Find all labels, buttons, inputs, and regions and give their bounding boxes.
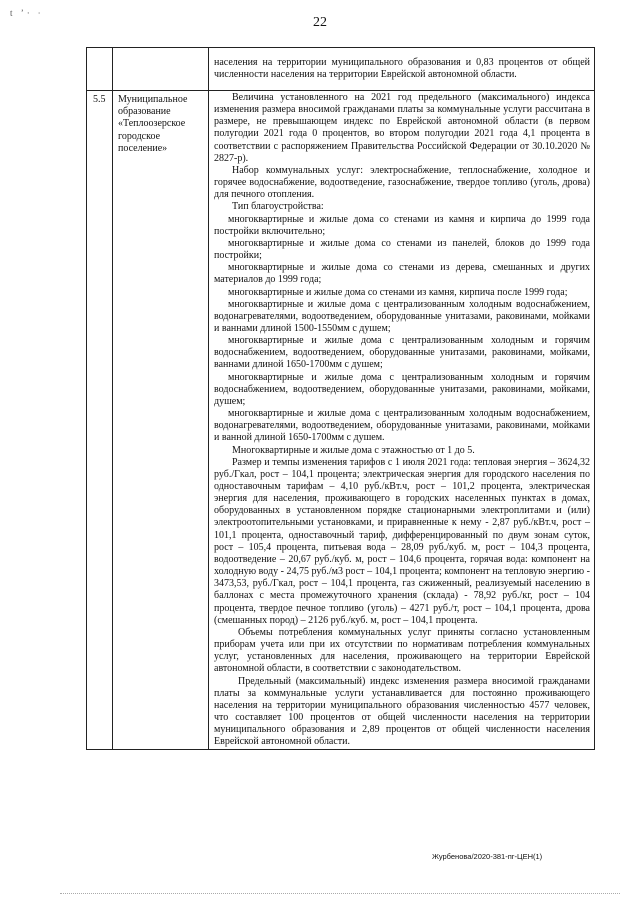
tariff-table — [86, 47, 595, 750]
paragraph: Тип благоустройства: — [232, 201, 324, 213]
paragraph: многоквартирные и жилые дома с централизованным холодным водоснабжением, водонагревателями, водоотведением, оборудованные унитазами, раковинами, мойками и ванной длиной 1650-1700мм с душем. — [214, 408, 590, 444]
paragraph: многоквартирные и жилые дома с централизованным холодным водоснабжением, водонагревателями, водоотведением, оборудованные унитазами, раковинами, мойками и ваннами длиной 1500-1550мм с душем; — [214, 298, 590, 334]
page-number: 22 — [313, 15, 327, 30]
municipality-name: Муниципальное образование «Теплоозерское городское поселение» — [113, 91, 209, 750]
paragraph: многоквартирные и жилые дома со стенами из камня и кирпича до 1999 года постройки включительно; — [214, 213, 590, 237]
bottom-scan-line — [60, 893, 620, 894]
continuation-cell — [209, 48, 595, 91]
paragraph: Набор коммунальных услуг: электроснабжение, теплоснабжение, холодное и горячее водоснабжение, водоотведение, газоснабжение, твердое топливо (уголь, дрова) для печного отопления. — [214, 164, 590, 201]
paragraph: Многоквартирные и жилые дома с этажностью от 1 до 5. — [232, 444, 475, 456]
row-number: 5.5 — [87, 91, 113, 750]
empty-number-cell — [87, 48, 113, 91]
description-paragraphs — [214, 92, 590, 748]
paragraph: Величина установленного на 2021 год предельного (максимального) индекса изменения размера вносимой гражданами платы за коммунальные услуги рассчитана в размере, не превышающем индекс по Еврейской автономной области (в первом полугодии 2021 года 0 процентов, во втором полугодии 2021 года 4,1 процента в соответствии с распоряжением Правительства Российской Федерации от 30.10.2020 № 2827-р). — [214, 92, 590, 164]
paragraph: Объемы потребления коммунальных услуг приняты согласно установленным приборам учета или при их отсутствии по нормативам потребления коммунальных услуг, установленных для населения, проживающего на территории Еврейской автономной области, в соответствии с законодательством. — [214, 626, 590, 675]
paragraph: Предельный (максимальный) индекс изменения размера вносимой гражданами платы за коммунальные услуги устанавливается для постоянно проживающего населения на территории муниципального образования численностью 4577 человек, что составляет 100 процентов от общей численности населения на территории муниципального образования и 2,89 процентов от общей численности населения Еврейской автономной области. — [214, 675, 590, 748]
scan-artifact-mark: t ’· ∙ — [10, 8, 44, 18]
paragraph: Размер и темпы изменения тарифов с 1 июля 2021 года: тепловая энергия – 3624,32 руб./Гкал, рост – 104,1 процента; электрическая энергия для городского населения по одноставочным тарифам – 4,10 руб./кВт.ч, рост – 101,2 процента, электрическая энергия для населения, проживающего в городских населенных пунктах в домах, оборудованных в установленном порядке стационарными электроплитами и (или) электроотопительными установками, и приравненные к нему - 2,87 руб./кВт.ч, рост – 101,1 процента, одноставочный тариф, дифференцированный по двум зонам суток, рост – 105,4 процента, питьевая вода – 28,09 руб./куб. м, рост – 104,3 процента, водоотведение – 20,67 руб./куб. м, рост – 104,6 процента, горячая вода: компонент на холодную воду - 24,75 руб./м3 рост – 104,1 процента; компонент на тепловую энергию - 3473,53, руб./Гкал, рост – 104,1 процента, газ сжиженный, реализуемый населению в баллонах с места промежуточного хранения (склада) - 78,92 руб./кг, рост – 104 процента, твердое печное топливо (уголь) – 4271 руб./т, рост – 104,1 процента, дрова (смешанных пород) – 2126 руб./куб. м, рост – 104,1 процента. — [214, 456, 590, 626]
document-code: Журбенова/2020-381-пг-ЦЕН(1) — [432, 852, 543, 861]
table-row-continuation — [87, 48, 595, 91]
paragraph: многоквартирные и жилые дома со стенами из камня, кирпича после 1999 года; — [228, 286, 568, 298]
empty-name-cell — [113, 48, 209, 91]
paragraph: многоквартирные и жилые дома со стенами из панелей, блоков до 1999 года постройки; — [214, 237, 590, 262]
paragraph: многоквартирные и жилые дома со стенами из дерева, смешанных и других материалов до 1999 года; — [214, 262, 590, 286]
row-description — [209, 91, 595, 750]
paragraph: многоквартирные и жилые дома с централизованным холодным и горячим водоснабжением, водоотведением, оборудованные унитазами, раковинами, мойками, ваннами длиной 1650-1700мм с душем; — [214, 335, 590, 371]
paragraph: многоквартирные и жилые дома с централизованным холодным и горячим водоснабжением, водоотведением, оборудованные унитазами, раковинами, мойками, душем; — [214, 371, 590, 407]
continuation-text: населения на территории муниципального образования и 0,83 процентов от общей численности населения на территории Еврейской автономной области. — [214, 57, 590, 81]
table-row-5-5 — [87, 91, 595, 750]
